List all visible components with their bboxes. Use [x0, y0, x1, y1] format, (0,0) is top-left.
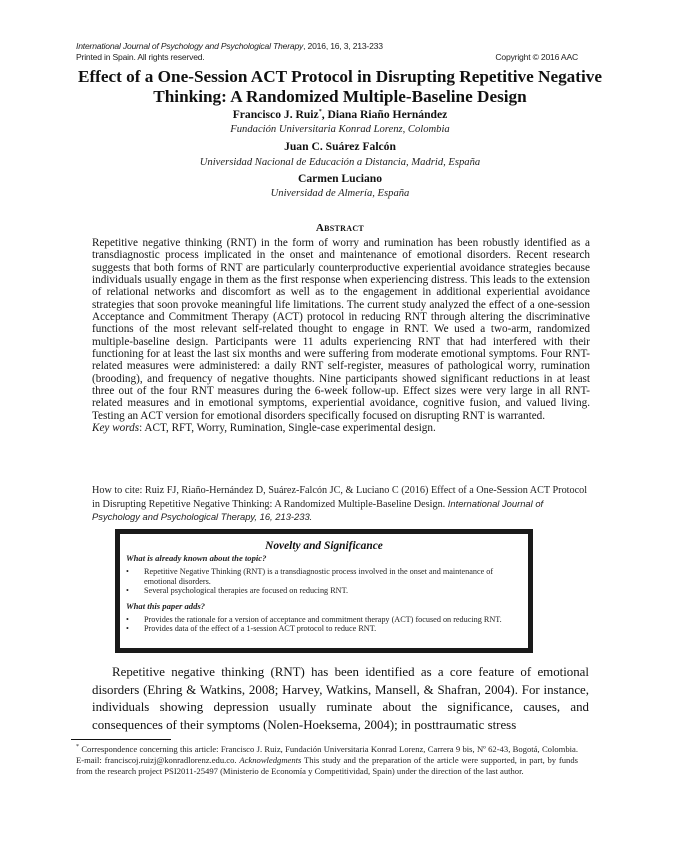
- list-item: • Provides data of the effect of a 1-session ACT protocol to reduce RNT.: [126, 624, 377, 634]
- list-item: • Provides the rationale for a version of acceptance and commitment therapy (ACT) focused on reducing RNT.: [126, 614, 502, 624]
- cite-pages: 213-233.: [272, 511, 313, 523]
- journal-name: International Journal of Psychology and Psychological Therapy: [76, 41, 304, 51]
- cite-journal: International Journal of Psychology and Psychological Therapy, 16,: [92, 497, 544, 523]
- copyright-notice: Copyright © 2016 AAC: [495, 52, 578, 62]
- abstract-heading: Abstract: [315, 222, 365, 234]
- abstract-text: Repetitive negative thinking (RNT) in the form of worry and rumination has been robustly identified as a transdiagnostic process implicated in the onset and maintenance of emotional disorders. Recent research suggests that both forms of RNT are particularly counterproductive experiential avoidance strategies because individuals usually engage in them as the first response when experiencing distress. This leads to the extension of relational networks and discomfort as well as to the engagement in additional experiential avoidance strategies that soon provoke meaningful life limitations. The current study analyzed the effect of a one-session Acceptance and Commitment Therapy (ACT) protocol in reducing RNT through altering the discriminative functions of the most relevant self-related thought to engage in RNT. We used a two-arm, randomized multiple-baseline design. Participants were 11 adults experiencing RNT that had interfered with their functioning for at least the last six months and were suffering from moderate emotional symptoms. Four RNT-related measures were administered: a daily RNT self-register, measures of pathological worry, rumination (brooding), and frequency of negative thoughts. Nine participants showed significant reductions in at least three out of the four RNT measures during the 6-week follow-up. Effect sizes were very large in all RNT-related measures and in emotional symptoms, experiential avoidance, cognitive fusion, and valued living. Testing an ACT version for emotional disorders specifically focused on disrupting RNT is warranted.: [92, 237, 590, 422]
- bullet-icon: •: [126, 624, 129, 634]
- bullet-icon: •: [126, 586, 129, 596]
- novelty-significance-box: [115, 529, 533, 653]
- paper-title: Effect of a One-Session ACT Protocol in Disrupting Repetitive Negative Thinking: A Randomized Multiple-Baseline Design: [77, 67, 602, 106]
- keywords-label: Key words: [92, 422, 140, 435]
- footnote: [76, 742, 578, 777]
- body-paragraph: Repetitive negative thinking (RNT) has been identified as a core feature of emotional disorders (Ehring & Watkins, 2008; Harvey, Watkins, Mansell, & Shafran, 2004). For instance, individuals showing depression usually ruminate about the significance, causes, and consequences of their symptoms (Nolen-Hoeksema, 2004); in posttraumatic stress: [92, 665, 589, 732]
- keywords: : ACT, RFT, Worry, Rumination, Single-case experimental design.: [139, 422, 436, 435]
- footnote-marker: *: [76, 744, 79, 750]
- list-item: • Several psychological therapies are focused on reducing RNT.: [126, 586, 349, 596]
- author-name: Francisco J. Ruiz: [232, 108, 319, 121]
- journal-volume: , 2016, 16, 3, 213-233: [303, 41, 383, 51]
- footnote-acknowledgments: This study and the preparation of the article were supported, in part, by funds from the research project PSI2011-25497 (Ministerio de Economía y Competitividad, Spain) under the direction of the last author.: [76, 755, 578, 777]
- author-name: , Diana Riaño Hernández: [321, 108, 448, 121]
- box-title: Novelty and Significance: [265, 540, 383, 552]
- known-list: [126, 567, 522, 596]
- footnote-correspondence: Correspondence concerning this article: Francisco J. Ruiz, Fundación Universitaria Konrad Lorenz, Carrera 9 bis, Nº 62-43, Bogotá, Colombia. E-mail: franciscoj.ruizj@konradlorenz.edu.co.: [76, 743, 578, 766]
- affiliation-2: Universidad Nacional de Educación a Distancia, Madrid, España: [199, 157, 481, 168]
- acknowledgments-label: Acknowledgments: [239, 755, 302, 766]
- list-item: • Repetitive Negative Thinking (RNT) is a transdiagnostic process involved in the onset and maintenance of emotional disorders.: [126, 567, 494, 586]
- body-text: [92, 664, 589, 734]
- adds-list: [126, 615, 522, 634]
- box-question-adds: What this paper adds?: [126, 600, 206, 611]
- how-to-cite: [92, 485, 590, 525]
- affiliation-1: Fundación Universitaria Konrad Lorenz, Colombia: [230, 124, 450, 135]
- footnote-marker: *: [318, 109, 322, 115]
- bullet-icon: •: [126, 614, 129, 624]
- bullet-icon: •: [126, 567, 129, 576]
- author-line-1: [40, 108, 640, 121]
- cite-text: How to cite: Ruiz FJ, Riaño-Hernández D, Suárez-Falcón JC, & Luciano C (2016) Effect of a One-Session ACT Protocol in Disrupting Repetitive Negative Thinking: A Randomized Multiple-Baseline Design.: [92, 485, 588, 510]
- box-question-known: What is already known about the topic?: [126, 553, 267, 563]
- footnote-rule: [71, 739, 171, 740]
- abstract-body: [92, 237, 590, 435]
- author-line-2: Juan C. Suárez Falcón: [284, 140, 396, 153]
- author-line-3: Carmen Luciano: [297, 172, 383, 185]
- journal-citation-line: [76, 41, 383, 51]
- printed-notice: Printed in Spain. All rights reserved.: [76, 52, 205, 62]
- affiliation-3: Universidad de Almería, España: [270, 188, 410, 199]
